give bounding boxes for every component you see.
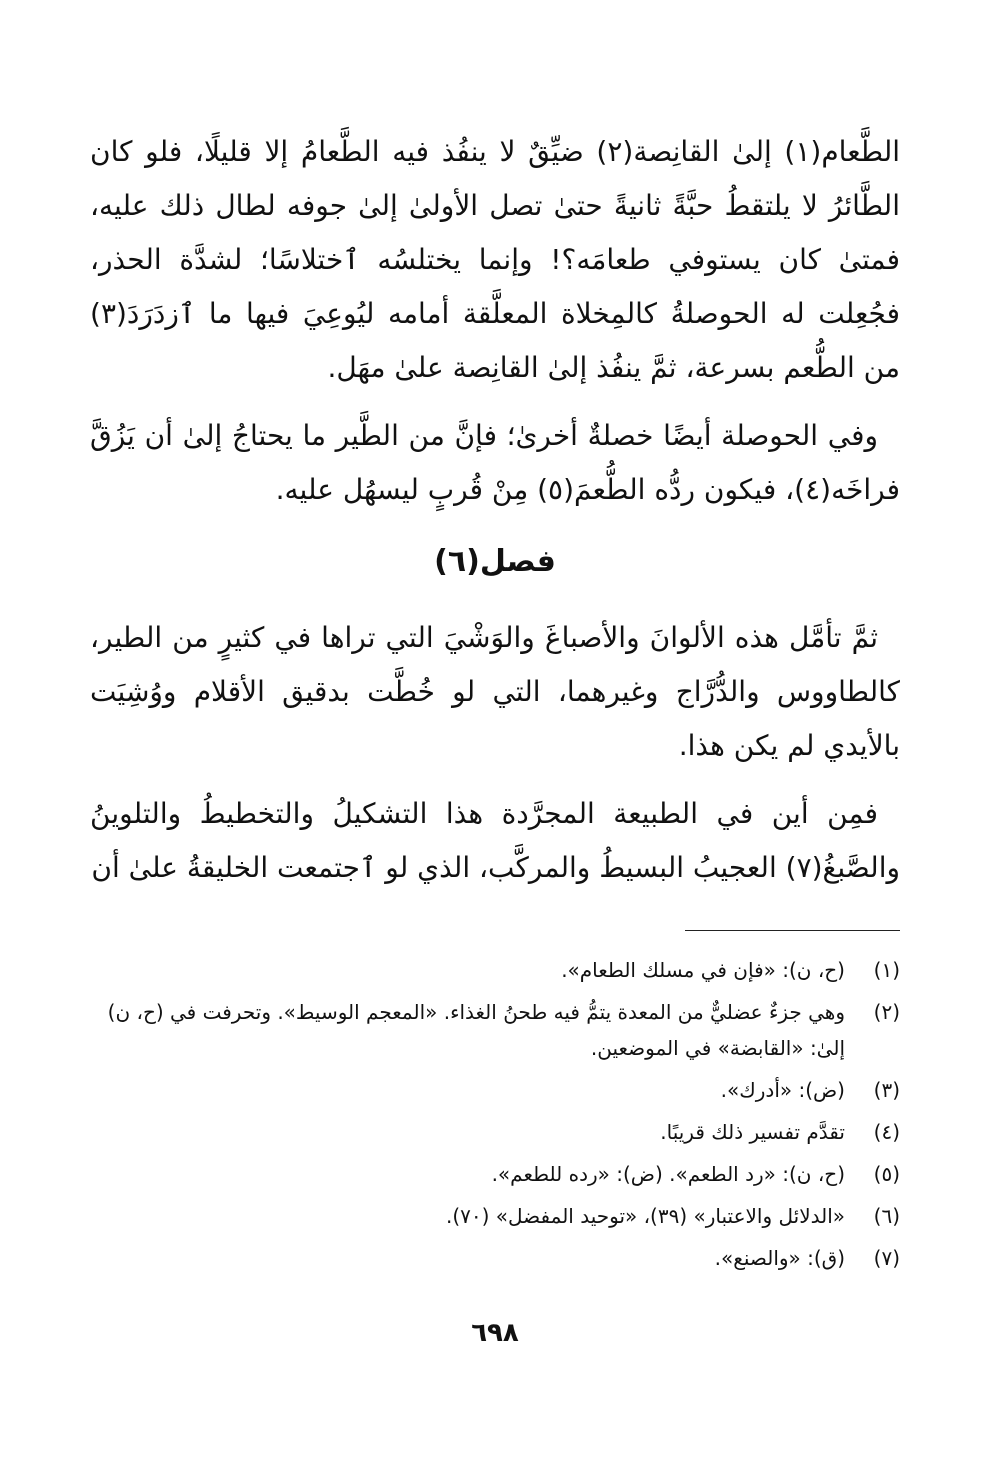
footnote-text: تقدَّم تفسير ذلك قريبًا. — [660, 1120, 845, 1144]
footnote-item — [90, 1240, 900, 1276]
page-number: ٦٩٨ — [471, 1318, 519, 1348]
paragraph-2: وفي الحوصلة أيضًا خصلةٌ أخرىٰ؛ فإنَّ من الطَّير ما يحتاجُ إلىٰ أن يَزُقَّ فراخَه(٤)، فيكون ردُّه الطُّعمَ(٥) مِنْ قُربٍ ليسهُل عليه. — [90, 419, 900, 506]
footnote-number: (٣) — [873, 1078, 900, 1102]
main-text — [90, 125, 900, 895]
footnote-number: (٢) — [873, 1000, 900, 1024]
footnote-number: (٤) — [873, 1120, 900, 1144]
section-heading: فصل(٦) — [434, 544, 556, 579]
footnote-item — [90, 1072, 900, 1108]
page-body — [90, 125, 900, 909]
footnote-item — [90, 1198, 900, 1234]
footnotes — [90, 952, 900, 1282]
footnote-text: (ق): «والصنع». — [714, 1246, 845, 1270]
footnote-item — [90, 952, 900, 988]
footnote-text: (ض): «أدرك». — [720, 1078, 845, 1102]
paragraph-1: الطَّعام(١) إلىٰ القانِصة(٢) ضيِّقٌ لا ينفُذ فيه الطَّعامُ إلا قليلًا، فلو كان الطَّائرُ لا يلتقطُ حبَّةً ثانيةً حتىٰ تصل الأولىٰ إلىٰ جوفه لطال ذلك عليه، فمتىٰ كان يستوفي طعامَه؟! وإنما يختلسُه ٱختلاسًا؛ لشدَّة الحذر، فجُعِلت له الحوصلةُ كالمِخلاة المعلَّقة أمامه ليُوعِيَ فيها ما ٱزدَرَدَ(٣) من الطُّعم بسرعة، ثمَّ ينفُذ إلىٰ القانِصة علىٰ مهَل. — [90, 135, 900, 384]
footnote-item — [90, 1114, 900, 1150]
footnote-text: (ح، ن): «فإن في مسلك الطعام». — [561, 958, 845, 982]
footnote-number: (٦) — [873, 1204, 900, 1228]
footnote-text: «الدلائل والاعتبار» (٣٩)، «توحيد المفضل» (٧٠). — [445, 1204, 845, 1228]
paragraph-3: ثمَّ تأمَّل هذه الألوانَ والأصباغَ والوَشْيَ التي تراها في كثيرٍ من الطير، كالطاووس والدُّرَّاج وغيرهما، التي لو خُطَّت بدقيق الأقلام ووُشِيَت بالأيدي لم يكن هذا. — [90, 621, 900, 762]
footnote-divider — [685, 930, 900, 931]
footnote-item — [90, 1156, 900, 1192]
footnote-number: (١) — [873, 958, 900, 982]
footnote-item — [90, 994, 900, 1066]
footnote-text: وهي جزءٌ عضليٌّ من المعدة يتمُّ فيه طحنُ الغذاء. «المعجم الوسيط». وتحرفت في (ح، ن) إلىٰ: «القابضة» في الموضعين. — [107, 1000, 845, 1060]
paragraph-4: فمِن أين في الطبيعة المجرَّدة هذا التشكيلُ والتخطيطُ والتلوينُ والصَّبغُ(٧) العجيبُ البسيطُ والمركَّب، الذي لو ٱجتمعت الخليقةُ علىٰ أن — [90, 797, 900, 884]
footnote-number: (٥) — [873, 1162, 900, 1186]
footnote-text: (ح، ن): «رد الطعم». (ض): «رده للطعم». — [491, 1162, 845, 1186]
footnote-number: (٧) — [873, 1246, 900, 1270]
